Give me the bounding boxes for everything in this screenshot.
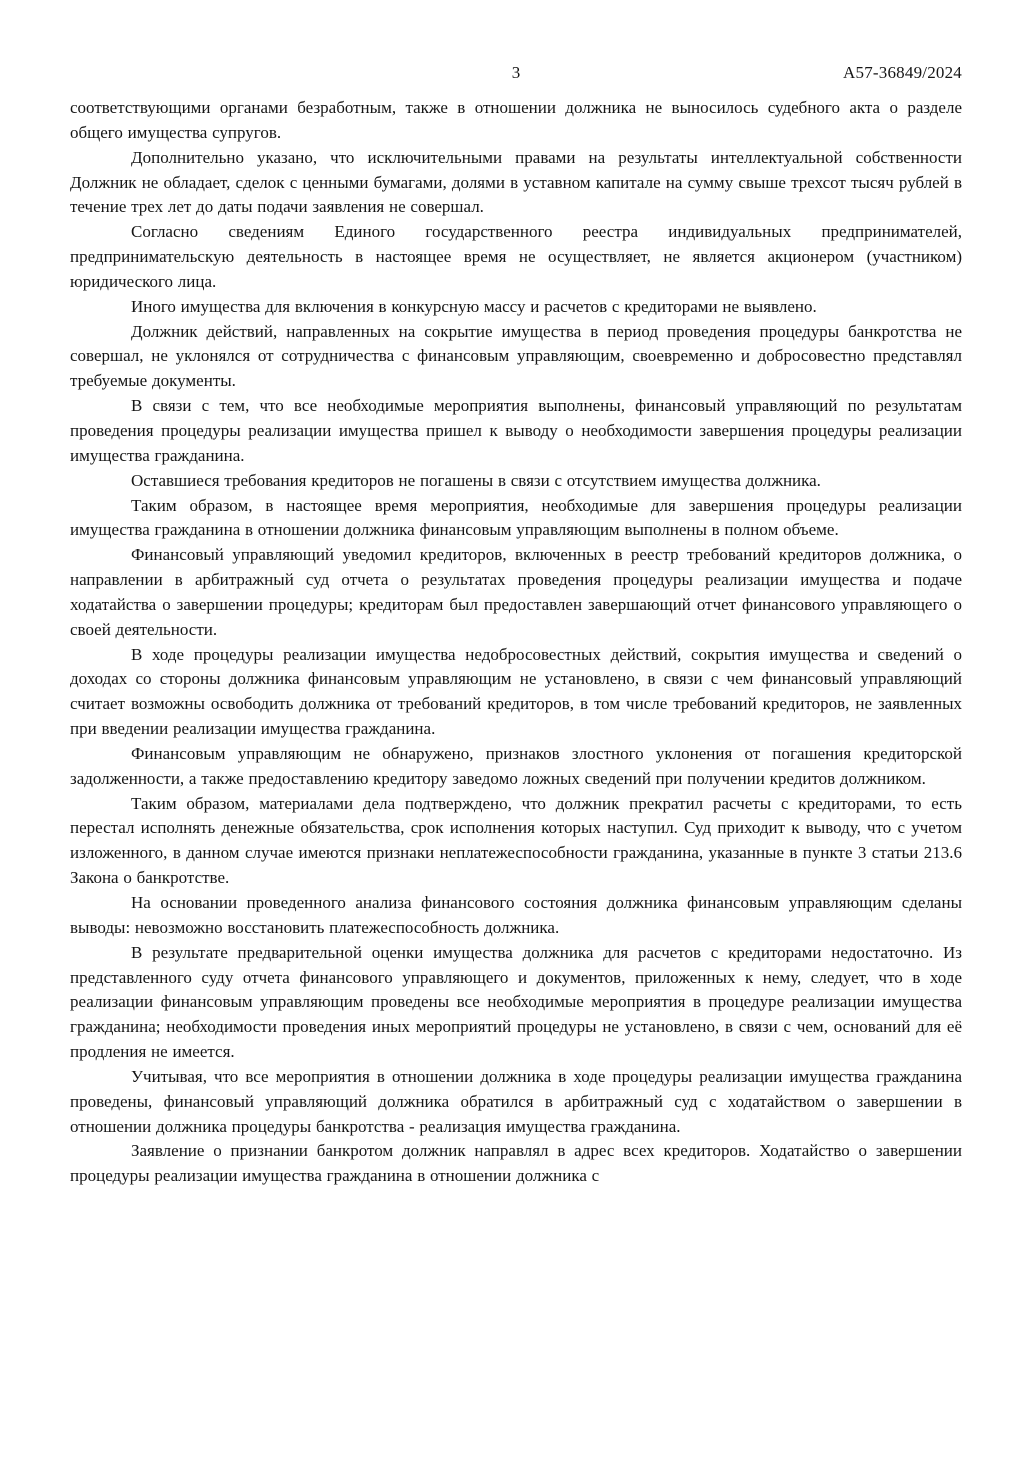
paragraph: соответствующими органами безработным, также в отношении должника не выносилось судебного акта о разделе общего имущества супругов.: [70, 98, 962, 142]
paragraph: Должник действий, направленных на сокрытие имущества в период проведения процедуры банкротства не совершал, не уклонялся от сотрудничества с финансовым управляющим, своевременно и добросовестно представлял требуемые документы.: [70, 321, 962, 391]
paragraph: На основании проведенного анализа финансового состояния должника финансовым управляющим сделаны выводы: невозможно восстановить платежеспособность должника.: [70, 893, 962, 937]
paragraph: Таким образом, материалами дела подтверждено, что должник прекратил расчеты с кредиторами, то есть перестал исполнять денежные обязательства, срок исполнения которых наступил. Суд приходит к выводу, что с учетом изложенного, в данном случае имеются признаки неплатежеспособности гражданина, указанные в пункте 3 статьи 213.6 Закона о банкротстве.: [70, 793, 962, 888]
paragraph: В связи с тем, что все необходимые мероприятия выполнены, финансовый управляющий по результатам проведения процедуры реализации имущества пришел к выводу о необходимости завершения процедуры реализации имущества гражданина.: [70, 396, 962, 465]
page-number: 3: [511, 63, 521, 82]
paragraph: Согласно сведениям Единого государственного реестра индивидуальных предпринимателей, предпринимательскую деятельность в настоящее время не осуществляет, не является акционером (участником) юридического лица.: [70, 222, 962, 291]
paragraph: Дополнительно указано, что исключительными правами на результаты интеллектуальной собственности Должник не обладает, сделок с ценными бумагами, долями в уставном капитале на сумму свыше трехсот тысяч рублей в течение трех лет до даты подачи заявления не совершал.: [70, 147, 962, 217]
paragraph: Заявление о признании банкротом должник направлял в адрес всех кредиторов. Ходатайство о завершении процедуры реализации имущества гражданина в отношении должника с: [70, 1141, 962, 1186]
paragraph: Учитывая, что все мероприятия в отношении должника в ходе процедуры реализации имущества гражданина проведены, финансовый управляющий должника обратился в арбитражный суд с ходатайством о завершении в отношении должника процедуры банкротства - реализация имущества гражданина.: [70, 1066, 962, 1136]
page-header: [70, 61, 962, 85]
paragraph: В ходе процедуры реализации имущества недобросовестных действий, сокрытия имущества и сведений о доходах со стороны должника финансовым управляющим не установлено, в связи с чем финансовый управляющий считает возможны освободить должника от требований кредиторов, в том числе требований кредиторов, не заявленных при введении реализации имущества гражданина.: [70, 644, 962, 739]
document-body: [70, 96, 962, 1189]
paragraph: В результате предварительной оценки имущества должника для расчетов с кредиторами недостаточно. Из представленного суду отчета финансового управляющего и документов, приложенных к нему, следует, что в ходе реализации финансовым управляющим проведены все необходимые мероприятия в процедуре реализации имущества гражданина; необходимости проведения иных мероприятий процедуры не установлено, в связи с чем, оснований для её продления не имеется.: [70, 942, 962, 1062]
paragraph: Таким образом, в настоящее время мероприятия, необходимые для завершения процедуры реализации имущества гражданина в отношении должника финансовым управляющим выполнены в полном объеме.: [70, 495, 962, 540]
paragraph: Оставшиеся требования кредиторов не погашены в связи с отсутствием имущества должника.: [131, 470, 821, 490]
paragraph: Финансовый управляющий уведомил кредиторов, включенных в реестр требований кредиторов должника, о направлении в арбитражный суд отчета о результатах проведения процедуры реализации имущества и подаче ходатайства о завершении процедуры; кредиторам был предоставлен завершающий отчет финансового управляющего о своей деятельности.: [70, 545, 962, 639]
paragraph: Финансовым управляющим не обнаружено, признаков злостного уклонения от погашения кредиторской задолженности, а также предоставлению кредитору заведомо ложных сведений при получении кредитов должником.: [70, 743, 962, 788]
paragraph: Иного имущества для включения в конкурсную массу и расчетов с кредиторами не выявлено.: [131, 296, 817, 316]
case-number: А57-36849/2024: [843, 63, 962, 82]
